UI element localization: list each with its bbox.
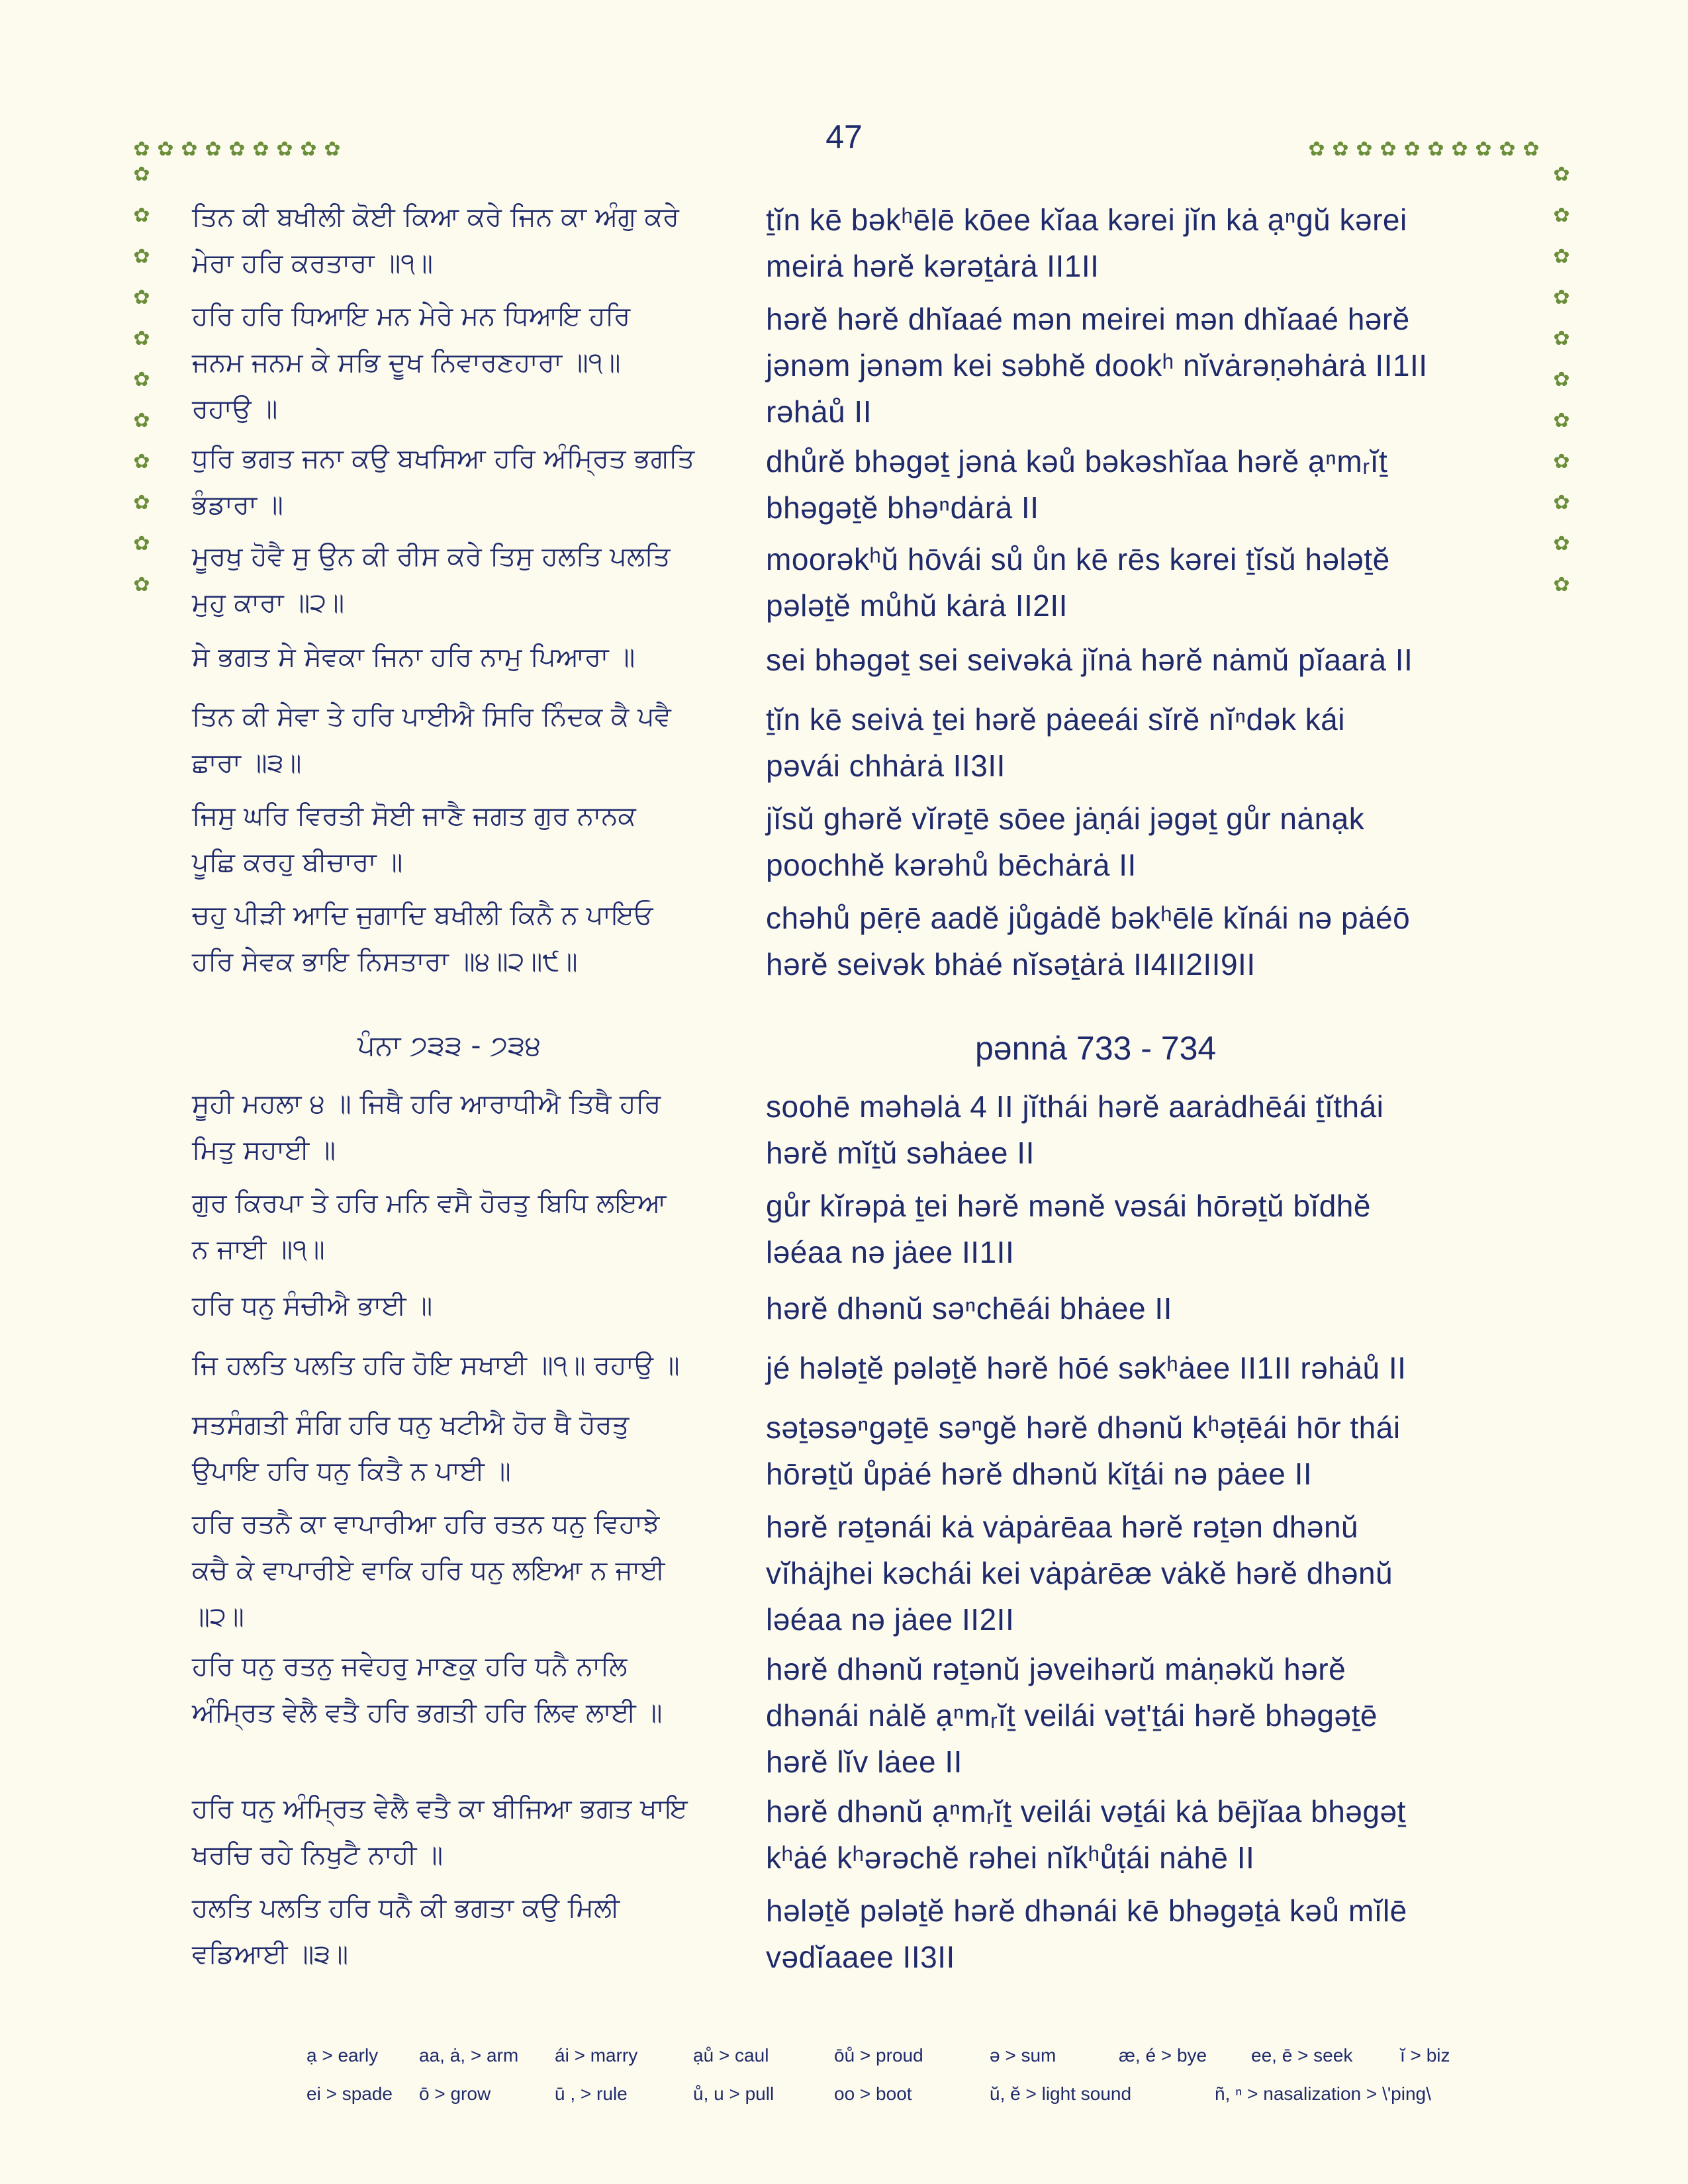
verse-gurmukhi-line: ਤਿਨ ਕੀ ਸੇਵਾ ਤੇ ਹਰਿ ਪਾਈਐ ਸਿਰਿ ਨਿੰਦਕ ਕੈ ਪਵੈ: [192, 702, 671, 732]
flower-ornament-icon: ✿: [1499, 138, 1516, 161]
flower-ornament-icon: ✿: [1332, 138, 1349, 161]
legend-item: ə > sum: [990, 2045, 1056, 2066]
verse-gurmukhi-line: ਹਰਿ ਧਨੁ ਰਤਨੁ ਜਵੇਹਰੁ ਮਾਣਕੁ ਹਰਿ ਧਨੈ ਨਾਲਿ: [192, 1651, 628, 1682]
flower-ornament-icon: ✿: [1451, 138, 1468, 161]
legend-item: ů, u > pull: [693, 2083, 774, 2104]
verse-transliteration-line: ṯĭn kē seivȧ ṯei hərĕ pȧeeái sĭrĕ nĭⁿdək kái: [766, 702, 1345, 737]
legend-item: oo > boot: [834, 2083, 912, 2104]
verse-gurmukhi-line: ਧੁਰਿ ਭਗਤ ਜਨਾ ਕਉ ਬਖਸਿਆ ਹਰਿ ਅੰਮ੍ਰਿਤ ਭਗਤਿ: [192, 443, 695, 474]
flower-ornament-icon: ✿: [1553, 163, 1570, 186]
verse-gurmukhi-line: ਕਚੈ ਕੇ ਵਾਪਾਰੀਏ ਵਾਕਿ ਹਰਿ ਧਨੁ ਲਇਆ ਨ ਜਾਈ: [192, 1555, 665, 1586]
verse-gurmukhi-line: ਸਤਸੰਗਤੀ ਸੰਗਿ ਹਰਿ ਧਨੁ ਖਟੀਐ ਹੋਰ ਥੈ ਹੋਰਤੁ: [192, 1410, 630, 1440]
verse-gurmukhi-line: ਹਰਿ ਹਰਿ ਧਿਆਇ ਮਨ ਮੇਰੇ ਮਨ ਧਿਆਇ ਹਰਿ: [192, 301, 631, 332]
flower-ornament-icon: ✿: [1553, 573, 1570, 596]
verse-transliteration-line: dhůrĕ bhəgəṯ jənȧ kəů bəkəshĭaa hərĕ ạⁿmᵣĭṯ: [766, 444, 1388, 478]
verse-gurmukhi-line: ਪੂਛਿ ਕਰਹੁ ਬੀਚਾਰਾ ॥: [192, 847, 403, 878]
legend-item: ō > grow: [419, 2083, 491, 2104]
verse-transliteration-line: moorəkʰŭ hōvái sů ůn kē rēs kərei ṯĭsŭ hələṯĕ: [766, 542, 1390, 576]
flower-ornament-icon: ✿: [300, 138, 317, 161]
flower-ornament-icon: ✿: [1427, 138, 1444, 161]
verse-gurmukhi-line: ਮੁਹੁ ਕਾਰਾ ॥੨॥: [192, 588, 345, 618]
verse-transliteration-line: hərĕ rəṯənái kȧ vȧpȧrēaa hərĕ rəṯən dhənŭ: [766, 1510, 1359, 1544]
verse-gurmukhi-line: ਜਿ ਹਲਤਿ ਪਲਤਿ ਹਰਿ ਹੋਇ ਸਖਾਈ ॥੧॥ ਰਹਾਉ ॥: [192, 1350, 680, 1381]
verse-gurmukhi-line: ਹਰਿ ਸੇਵਕ ਭਾਇ ਨਿਸਤਾਰਾ ॥੪॥੨॥੯॥: [192, 946, 578, 977]
verse-transliteration-line: jənəm jənəm kei səbhĕ dookʰ nĭvȧrəṇəhȧrȧ II1II: [766, 348, 1428, 383]
verse-gurmukhi-line: ਭੰਡਾਰਾ ॥: [192, 490, 283, 520]
flower-ornament-icon: ✿: [252, 138, 269, 161]
verse-gurmukhi-line: ਉਪਾਇ ਹਰਿ ਧਨੁ ਕਿਤੈ ਨ ਪਾਈ ॥: [192, 1456, 511, 1486]
flower-ornament-icon: ✿: [1475, 138, 1492, 161]
ornament-top-left: [132, 140, 342, 159]
section-heading-gurmukhi: ਪੰਨਾ ੭੩੩ - ੭੩੪: [357, 1029, 541, 1062]
section-heading-translit: pənnȧ 733 - 734: [975, 1030, 1217, 1067]
verse-gurmukhi-line: ਤਿਨ ਕੀ ਬਖੀਲੀ ਕੋਈ ਕਿਆ ਕਰੇ ਜਿਨ ਕਾ ਅੰਗੁ ਕਰੇ: [192, 202, 679, 232]
flower-ornament-icon: ✿: [1553, 532, 1570, 555]
verse-transliteration-line: rəhȧů II: [766, 394, 872, 429]
legend-item: ū , > rule: [555, 2083, 628, 2104]
flower-ornament-icon: ✿: [133, 491, 150, 514]
verse-gurmukhi-line: ਖਰਚਿ ਰਹੇ ਨਿਖੁਟੈ ਨਾਹੀ ॥: [192, 1840, 444, 1870]
verse-gurmukhi-line: ਰਹਾਉ ॥: [192, 394, 278, 424]
legend-item: ái > marry: [555, 2045, 638, 2066]
verse-transliteration-line: hərĕ lĭv lȧee II: [766, 1745, 962, 1779]
flower-ornament-icon: ✿: [205, 138, 222, 161]
flower-ornament-icon: ✿: [181, 138, 198, 161]
verse-gurmukhi-line: ਨ ਜਾਈ ॥੧॥: [192, 1234, 325, 1265]
verse-gurmukhi-line: ਹਰਿ ਰਤਨੈ ਕਾ ਵਾਪਾਰੀਆ ਹਰਿ ਰਤਨ ਧਨੁ ਵਿਹਾਝੇ: [192, 1509, 660, 1539]
verse-gurmukhi-line: ਸੂਹੀ ਮਹਲਾ ੪ ॥ ਜਿਥੈ ਹਰਿ ਆਰਾਧੀਐ ਤਿਥੈ ਹਰਿ: [192, 1089, 661, 1119]
verse-transliteration-line: poochhĕ kərəhů bēchȧrȧ II: [766, 848, 1137, 882]
verse-transliteration-line: meirȧ hərĕ kərəṯȧrȧ II1II: [766, 249, 1100, 283]
verse-transliteration-line: chəhů pēṛē aadĕ jůgȧdĕ bəkʰēlē kĭnái nə pȧéō: [766, 901, 1411, 935]
flower-ornament-icon: ✿: [1553, 491, 1570, 514]
verse-transliteration-line: gůr kĭrəpȧ ṯei hərĕ mənĕ vəsái hōrəṯŭ bĭdhĕ: [766, 1189, 1371, 1223]
flower-ornament-icon: ✿: [133, 573, 150, 596]
flower-ornament-icon: ✿: [157, 138, 174, 161]
verse-transliteration-line: ləéaa nə jȧee II1II: [766, 1235, 1015, 1269]
flower-ornament-icon: ✿: [133, 327, 150, 350]
verse-gurmukhi-line: ਮੇਰਾ ਹਰਿ ਕਰਤਾਰਾ ॥੧॥: [192, 248, 433, 279]
verse-transliteration-line: jé hələṯĕ pələṯĕ hərĕ hōé səkʰȧee II1II rəhȧů II: [766, 1351, 1407, 1385]
verse-transliteration-line: hōrəṯŭ ůpȧé hərĕ dhənŭ kĭṯái nə pȧee II: [766, 1457, 1313, 1491]
legend-item: æ, é > bye: [1119, 2045, 1207, 2066]
legend-item: ee, ē > seek: [1251, 2045, 1353, 2066]
legend-item: ĭ > biz: [1400, 2045, 1450, 2066]
flower-ornament-icon: ✿: [1553, 368, 1570, 391]
verse-transliteration-line: pəvái chhȧrȧ II3II: [766, 749, 1006, 783]
flower-ornament-icon: ✿: [133, 286, 150, 309]
verse-transliteration-line: kʰȧé kʰərəchĕ rəhei nĭkʰůṭái nȧhē II: [766, 1841, 1255, 1875]
verse-transliteration-line: dhənái nȧlĕ ạⁿmᵣĭṯ veilái vəṯ'ṯái hərĕ bhəgəṯē: [766, 1698, 1378, 1733]
legend-item: aa, ȧ, > arm: [419, 2045, 519, 2066]
page-number: 47: [825, 118, 863, 156]
flower-ornament-icon: ✿: [133, 204, 150, 227]
verse-transliteration-line: jĭsŭ ghərĕ vĭrəṯē sōee jȧṇái jəgəṯ gůr nȧnạk: [766, 801, 1365, 836]
legend-item: ạů > caul: [693, 2045, 769, 2066]
flower-ornament-icon: ✿: [1553, 327, 1570, 350]
legend-item: ạ > early: [306, 2045, 379, 2066]
verse-gurmukhi-line: ਗੁਰ ਕਿਰਪਾ ਤੇ ਹਰਿ ਮਨਿ ਵਸੈ ਹੋਰਤੁ ਬਿਧਿ ਲਇਆ: [192, 1188, 667, 1218]
flower-ornament-icon: ✿: [324, 138, 341, 161]
flower-ornament-icon: ✿: [133, 532, 150, 555]
verse-transliteration-line: hərĕ dhənŭ rəṯənŭ jəveihərŭ mȧṇəkŭ hərĕ: [766, 1652, 1346, 1686]
verse-transliteration-line: soohē məhəlȧ 4 II jĭthái hərĕ aarȧdhēái ṯĭthái: [766, 1089, 1384, 1124]
verse-gurmukhi-line: ਵਡਿਆਈ ॥੩॥: [192, 1939, 349, 1970]
verse-gurmukhi-line: ਜਨਮ ਜਨਮ ਕੇ ਸਭਿ ਦੂਖ ਨਿਵਾਰਣਹਾਰਾ ॥੧॥: [192, 347, 621, 378]
verse-transliteration-line: hərĕ seivək bhȧé nĭsəṯȧrȧ II4II2II9II: [766, 947, 1256, 981]
legend-item: ŭ, ĕ > light sound: [990, 2083, 1132, 2104]
verse-transliteration-line: pələṯĕ můhŭ kȧrȧ II2II: [766, 588, 1068, 623]
flower-ornament-icon: ✿: [1553, 286, 1570, 309]
verse-gurmukhi-line: ਛਾਰਾ ॥੩॥: [192, 748, 302, 778]
ornament-left-column: [132, 165, 151, 594]
verse-gurmukhi-line: ਸੇ ਭਗਤ ਸੇ ਸੇਵਕਾ ਜਿਨਾ ਹਰਿ ਨਾਮੁ ਪਿਆਰਾ ॥: [192, 642, 635, 672]
verse-transliteration-line: səṯəsəⁿgəṯē səⁿgĕ hərĕ dhənŭ kʰəṭēái hōr thái: [766, 1410, 1401, 1445]
verse-gurmukhi-line: ॥੨॥: [192, 1602, 244, 1632]
flower-ornament-icon: ✿: [228, 138, 246, 161]
flower-ornament-icon: ✿: [1380, 138, 1397, 161]
verse-transliteration-line: ṯĭn kē bəkʰēlē kōee kĭaa kərei jĭn kȧ ạⁿgŭ kərei: [766, 203, 1407, 237]
verse-gurmukhi-line: ਮੂਰਖੁ ਹੋਵੈ ਸੁ ਉਨ ਕੀ ਰੀਸ ਕਰੇ ਤਿਸੁ ਹਲਤਿ ਪਲਤਿ: [192, 541, 671, 572]
verse-gurmukhi-line: ਚਹੁ ਪੀੜੀ ਆਦਿ ਜੁਗਾਦਿ ਬਖੀਲੀ ਕਿਨੈ ਨ ਪਾਇਓ: [192, 900, 653, 931]
verse-transliteration-line: ləéaa nə jȧee II2II: [766, 1602, 1015, 1637]
flower-ornament-icon: ✿: [1553, 245, 1570, 268]
flower-ornament-icon: ✿: [133, 450, 150, 473]
verse-transliteration-line: hərĕ dhənŭ səⁿchēái bhȧee II: [766, 1291, 1172, 1326]
flower-ornament-icon: ✿: [1553, 409, 1570, 432]
verse-transliteration-line: hərĕ mĭṯŭ səhȧee II: [766, 1136, 1035, 1170]
ornament-top-right: [1307, 140, 1540, 159]
flower-ornament-icon: ✿: [133, 409, 150, 432]
flower-ornament-icon: ✿: [133, 138, 150, 161]
flower-ornament-icon: ✿: [1523, 138, 1540, 161]
flower-ornament-icon: ✿: [1403, 138, 1421, 161]
verse-transliteration-line: vədĭaaee II3II: [766, 1940, 955, 1974]
verse-transliteration-line: hərĕ hərĕ dhĭaaé mən meirei mən dhĭaaé hərĕ: [766, 302, 1410, 336]
flower-ornament-icon: ✿: [1308, 138, 1325, 161]
verse-transliteration-line: sei bhəgəṯ sei seivəkȧ jĭnȧ hərĕ nȧmŭ pĭaarȧ II: [766, 643, 1413, 677]
verse-gurmukhi-line: ਜਿਸੁ ਘਰਿ ਵਿਰਤੀ ਸੋਈ ਜਾਣੈ ਜਗਤ ਗੁਰ ਨਾਨਕ: [192, 801, 636, 831]
verse-transliteration-line: hərĕ dhənŭ ạⁿmᵣĭṯ veilái vəṯái kȧ bējĭaa bhəgəṯ: [766, 1794, 1406, 1829]
flower-ornament-icon: ✿: [1553, 450, 1570, 473]
legend-item: ei > spade: [306, 2083, 393, 2104]
verse-gurmukhi-line: ਅੰਮ੍ਰਿਤ ਵੇਲੈ ਵਤੈ ਹਰਿ ਭਗਤੀ ਹਰਿ ਲਿਵ ਲਾਈ ॥: [192, 1698, 663, 1728]
verse-gurmukhi-line: ਮਿਤੁ ਸਹਾਈ ॥: [192, 1135, 336, 1165]
legend-item: ñ, ⁿ > nasalization > \'ping\: [1215, 2083, 1431, 2104]
flower-ornament-icon: ✿: [133, 368, 150, 391]
flower-ornament-icon: ✿: [1553, 204, 1570, 227]
flower-ornament-icon: ✿: [276, 138, 293, 161]
ornament-right-column: [1552, 165, 1571, 594]
verse-transliteration-line: vĭhȧjhei kəchái kei vȧpȧrēæ vȧkĕ hərĕ dhənŭ: [766, 1556, 1393, 1590]
flower-ornament-icon: ✿: [133, 163, 150, 186]
verse-gurmukhi-line: ਹਰਿ ਧਨੁ ਸੰਚੀਐ ਭਾਈ ॥: [192, 1291, 433, 1321]
verse-gurmukhi-line: ਹਰਿ ਧਨੁ ਅੰਮ੍ਰਿਤ ਵੇਲੈ ਵਤੈ ਕਾ ਬੀਜਿਆ ਭਗਤ ਖਾਇ: [192, 1794, 688, 1824]
verse-transliteration-line: bhəgəṯĕ bhəⁿdȧrȧ II: [766, 490, 1039, 525]
legend-item: ōů > proud: [834, 2045, 923, 2066]
verse-transliteration-line: hələṯĕ pələṯĕ hərĕ dhənái kē bhəgəṯȧ kəů mĭlē: [766, 1893, 1407, 1928]
verse-gurmukhi-line: ਹਲਤਿ ਪਲਤਿ ਹਰਿ ਧਨੈ ਕੀ ਭਗਤਾ ਕਉ ਮਿਲੀ: [192, 1893, 620, 1923]
flower-ornament-icon: ✿: [133, 245, 150, 268]
flower-ornament-icon: ✿: [1356, 138, 1373, 161]
